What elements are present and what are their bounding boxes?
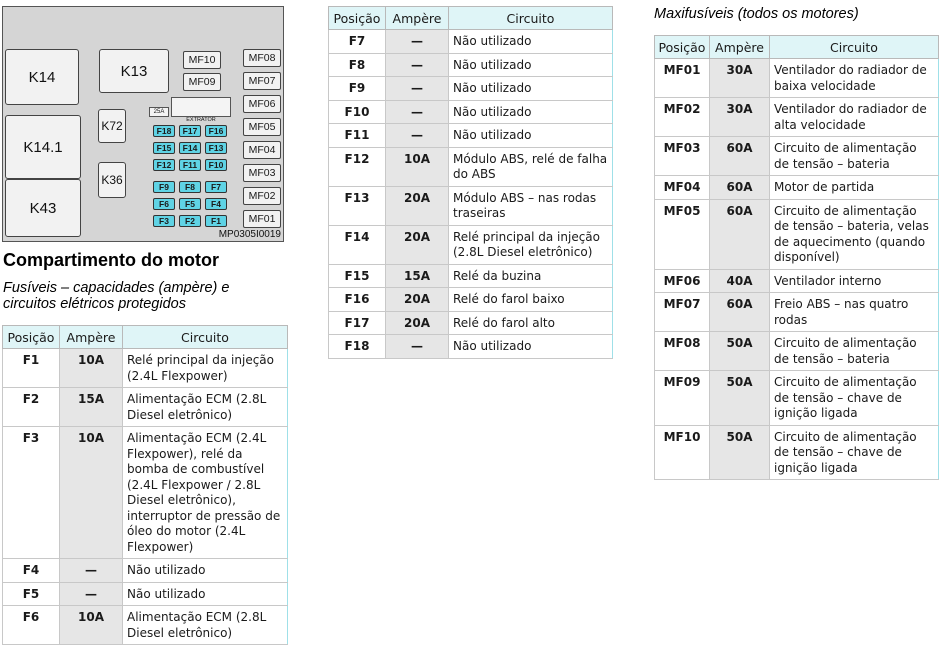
header-posicao: Posição [655,36,710,59]
cell-pos: MF04 [655,176,710,200]
cell-pos: F13 [329,186,386,225]
cell-amp: 20A [386,186,449,225]
cell-pos: MF07 [655,293,710,332]
cell-amp: — [386,124,449,148]
section-title: Compartimento do motor [3,250,219,270]
fuse-f11: F11 [179,159,201,171]
table-row [329,124,613,148]
header-posicao: Posição [3,326,60,349]
table-row [3,559,288,583]
relay-k72: K72 [98,109,126,143]
cell-amp: — [60,559,123,583]
table-row [655,332,939,371]
cell-pos: F6 [3,606,60,645]
cell-circuit: Não utilizado [449,53,613,77]
cell-pos: F17 [329,311,386,335]
cell-circuit: Módulo ABS – nas rodas traseiras [449,186,613,225]
cell-pos: F15 [329,264,386,288]
fuse-f5: F5 [179,198,201,210]
table-row [329,53,613,77]
header-ampere: Ampère [386,7,449,30]
cell-circuit: Alimentação ECM (2.8L Diesel eletrônico) [123,388,288,427]
cell-circuit: Alimentação ECM (2.4L Flexpower), relé da bomba de combustível (2.4L Flexpower / 2.8L Diesel eletrônico), interruptor de pressão de óleo do motor (2.4L Flexpower) [123,427,288,559]
cell-pos: F7 [329,30,386,54]
cell-amp: 60A [710,137,770,176]
fuse-f2: F2 [179,215,201,227]
cell-circuit: Freio ABS – nas quatro rodas [770,293,939,332]
cell-pos: F8 [329,53,386,77]
fuse-f6: F6 [153,198,175,210]
cell-circuit: Relé principal da injeção (2.8L Diesel eletrônico) [449,225,613,264]
table-row [329,186,613,225]
cell-pos: F4 [3,559,60,583]
table-row [3,427,288,559]
table-row [655,425,939,480]
cell-circuit: Circuito de alimentação de tensão – bateria [770,137,939,176]
header-circuito: Circuito [449,7,613,30]
cell-amp: — [386,53,449,77]
table-row [3,388,288,427]
cell-pos: F5 [3,582,60,606]
cell-amp: 40A [710,269,770,293]
fuse-f3: F3 [153,215,175,227]
cell-pos: MF01 [655,59,710,98]
table-row [3,582,288,606]
fuse-f4: F4 [205,198,227,210]
cell-circuit: Não utilizado [449,77,613,101]
cell-amp: 10A [386,147,449,186]
cell-pos: MF10 [655,425,710,480]
cell-amp: — [386,77,449,101]
relay-k36: K36 [98,162,126,198]
header-circuito: Circuito [123,326,288,349]
table-row [655,269,939,293]
cell-circuit: Circuito de alimentação de tensão – chave de ignição ligada [770,425,939,480]
cell-circuit: Ventilador interno [770,269,939,293]
maxi-fuse-mf04: MF04 [243,141,281,159]
fuse-f17: F17 [179,125,201,137]
fuse-f14: F14 [179,142,201,154]
table-row [329,288,613,312]
cell-circuit: Relé principal da injeção (2.4L Flexpower) [123,349,288,388]
cell-amp: 30A [710,98,770,137]
cell-amp: — [386,30,449,54]
maxi-fuse-mf10: MF10 [183,51,221,69]
cell-pos: MF05 [655,199,710,269]
label-extrator: EXTRATOR [186,117,216,123]
cell-amp: 50A [710,332,770,371]
cell-pos: F1 [3,349,60,388]
cell-circuit: Relé da buzina [449,264,613,288]
section-subtitle-line2: circuitos elétricos protegidos [3,296,186,312]
label-25a: 25A [149,107,169,117]
maxi-fuse-mf07: MF07 [243,72,281,90]
maxi-fuse-mf03: MF03 [243,164,281,182]
maxi-fuse-mf08: MF08 [243,49,281,67]
cell-pos: F14 [329,225,386,264]
fuse-f12: F12 [153,159,175,171]
cell-amp: 20A [386,311,449,335]
cell-pos: F11 [329,124,386,148]
cell-pos: MF08 [655,332,710,371]
fuse-table-2 [328,6,613,359]
cell-amp: 10A [60,606,123,645]
cell-pos: F12 [329,147,386,186]
cell-amp: — [386,335,449,359]
maxi-fuse-title: Maxifusíveis (todos os motores) [654,6,859,22]
table-row [655,176,939,200]
cell-pos: F9 [329,77,386,101]
maxi-fuse-mf01: MF01 [243,210,281,228]
cell-pos: F2 [3,388,60,427]
cell-amp: — [60,582,123,606]
relay-k14-1: K14.1 [5,115,81,179]
extractor-slot [171,97,231,117]
relay-k14: K14 [5,49,79,105]
cell-circuit: Circuito de alimentação de tensão – bateria, velas de aquecimento (quando disponível) [770,199,939,269]
fuse-f9: F9 [153,181,175,193]
cell-circuit: Circuito de alimentação de tensão – chave de ignição ligada [770,371,939,426]
table-row [655,137,939,176]
cell-circuit: Motor de partida [770,176,939,200]
table-row [329,311,613,335]
table-row [655,293,939,332]
table-row [3,606,288,645]
cell-circuit: Ventilador do radiador de baixa velocidade [770,59,939,98]
cell-pos: MF06 [655,269,710,293]
cell-circuit: Relé do farol baixo [449,288,613,312]
table-row [3,349,288,388]
table-row [655,98,939,137]
cell-circuit: Módulo ABS, relé de falha do ABS [449,147,613,186]
table-row [329,264,613,288]
cell-pos: MF09 [655,371,710,426]
cell-amp: 60A [710,293,770,332]
fuse-box-diagram [2,6,284,242]
cell-pos: F18 [329,335,386,359]
table-row [329,100,613,124]
cell-pos: F16 [329,288,386,312]
fuse-f15: F15 [153,142,175,154]
cell-pos: MF02 [655,98,710,137]
cell-amp: — [386,100,449,124]
cell-amp: 15A [386,264,449,288]
maxi-fuse-mf09: MF09 [183,73,221,91]
cell-amp: 10A [60,427,123,559]
cell-amp: 15A [60,388,123,427]
maxi-fuse-mf06: MF06 [243,95,281,113]
maxi-fuse-mf02: MF02 [243,187,281,205]
maxi-fuse-mf05: MF05 [243,118,281,136]
table-row [329,147,613,186]
cell-amp: 30A [710,59,770,98]
header-ampere: Ampère [710,36,770,59]
fuse-f8: F8 [179,181,201,193]
header-circuito: Circuito [770,36,939,59]
cell-circuit: Não utilizado [123,559,288,583]
cell-circuit: Não utilizado [449,100,613,124]
relay-k43: K43 [5,179,81,237]
table-row [655,199,939,269]
relay-k13: K13 [99,49,169,93]
cell-amp: 10A [60,349,123,388]
image-code: MP0305I0019 [218,229,281,240]
cell-amp: 50A [710,425,770,480]
table-row [655,59,939,98]
cell-circuit: Ventilador do radiador de alta velocidade [770,98,939,137]
fuse-f10: F10 [205,159,227,171]
cell-amp: 60A [710,199,770,269]
fuse-f1: F1 [205,215,227,227]
cell-circuit: Não utilizado [123,582,288,606]
cell-pos: F3 [3,427,60,559]
header-posicao: Posição [329,7,386,30]
cell-pos: MF03 [655,137,710,176]
table-row [329,77,613,101]
cell-circuit: Relé do farol alto [449,311,613,335]
cell-circuit: Não utilizado [449,124,613,148]
fuse-f18: F18 [153,125,175,137]
section-subtitle-line1: Fusíveis – capacidades (ampère) e [3,280,230,296]
fuse-f13: F13 [205,142,227,154]
cell-amp: 20A [386,288,449,312]
header-ampere: Ampère [60,326,123,349]
fuse-table-1 [2,325,288,645]
cell-circuit: Não utilizado [449,30,613,54]
cell-amp: 50A [710,371,770,426]
cell-circuit: Alimentação ECM (2.8L Diesel eletrônico) [123,606,288,645]
maxi-fuse-table [654,35,939,480]
table-row [655,371,939,426]
table-row [329,335,613,359]
cell-amp: 60A [710,176,770,200]
cell-amp: 20A [386,225,449,264]
cell-pos: F10 [329,100,386,124]
fuse-f16: F16 [205,125,227,137]
cell-circuit: Não utilizado [449,335,613,359]
fuse-f7: F7 [205,181,227,193]
table-row [329,225,613,264]
cell-circuit: Circuito de alimentação de tensão – bateria [770,332,939,371]
table-row [329,30,613,54]
